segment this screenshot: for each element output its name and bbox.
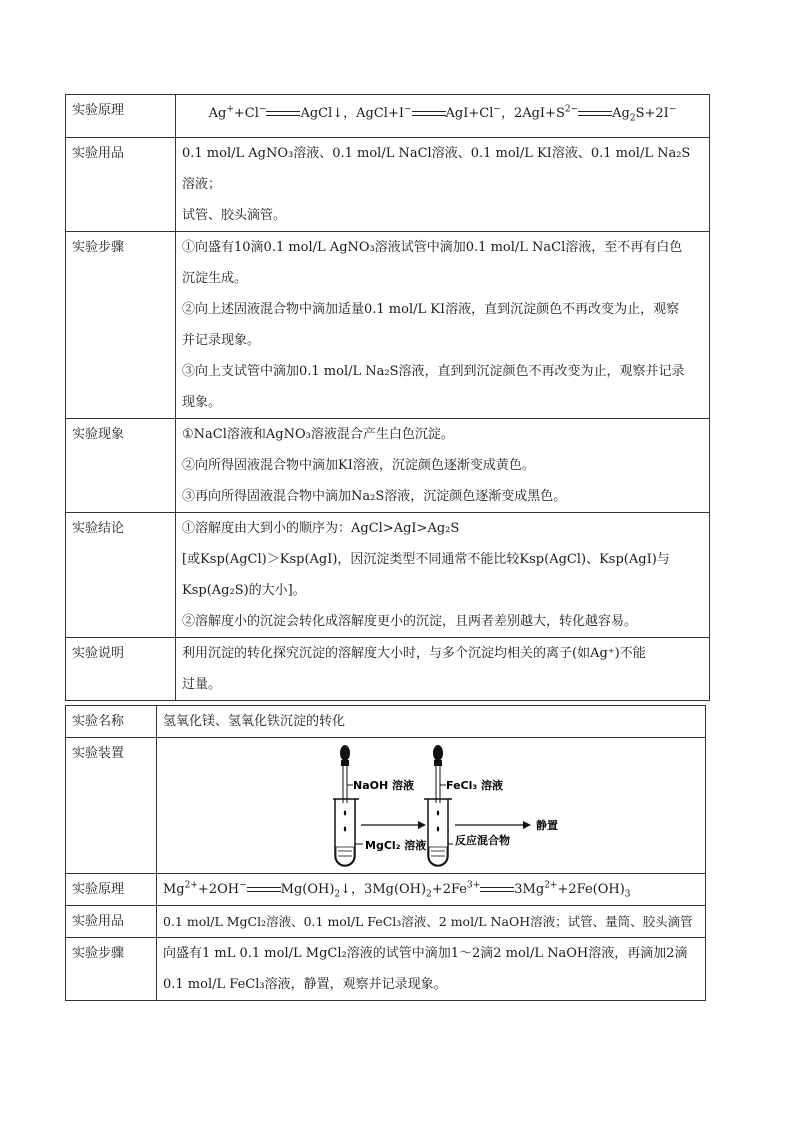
label-principle-2: 实验原理 xyxy=(66,874,157,906)
label-name: 实验名称 xyxy=(66,706,157,738)
label-stand: 静置 xyxy=(536,819,558,832)
apparatus-diagram xyxy=(333,741,633,873)
row-conclusion xyxy=(66,513,710,638)
label-apparatus: 实验装置 xyxy=(66,738,157,874)
label-mgcl2: MgCl₂ 溶液 xyxy=(365,839,427,852)
label-conclusion: 实验结论 xyxy=(66,513,176,638)
apparatus-cell xyxy=(157,738,706,874)
label-items-2: 实验用品 xyxy=(66,906,157,938)
label-notes: 实验说明 xyxy=(66,638,176,701)
dropper-right xyxy=(433,745,443,803)
notes-content: 利用沉淀的转化探究沉淀的溶解度大小时，与多个沉淀均相关的离子(如Ag⁺)不能 过量。 xyxy=(176,638,710,701)
row-notes xyxy=(66,638,710,701)
row-principle-2 xyxy=(66,874,706,906)
label-steps: 实验步骤 xyxy=(66,232,176,419)
label-items: 实验用品 xyxy=(66,138,176,232)
row-steps-2 xyxy=(66,938,706,1001)
label-principle: 实验原理 xyxy=(66,95,176,138)
label-mixture: 反应混合物 xyxy=(455,834,510,847)
label-fecl3: FeCl₃ 溶液 xyxy=(446,779,504,792)
test-tube-right xyxy=(424,799,452,866)
row-apparatus xyxy=(66,738,706,874)
name-content: 氢氧化镁、氢氧化铁沉淀的转化 xyxy=(157,706,706,738)
row-principle xyxy=(66,95,710,138)
row-name xyxy=(66,706,706,738)
label-naoh: NaOH 溶液 xyxy=(353,779,415,792)
experiment-table-1 xyxy=(65,94,710,701)
items-content: 0.1 mol/L AgNO₃溶液、0.1 mol/L NaCl溶液、0.1 mol/L KI溶液、0.1 mol/L Na₂S溶液； 试管、胶头滴管。 xyxy=(176,138,710,232)
experiment-table-2 xyxy=(65,705,706,1001)
test-tube-left xyxy=(333,799,359,866)
row-items xyxy=(66,138,710,232)
apparatus-figure xyxy=(163,738,699,873)
principle-equations: Ag++Cl− AgCl↓，AgCl+I− AgI+Cl−，$2AgI+S^{2-}$ $Ag_2S+2I^-$ xyxy=(176,95,710,138)
phenomena-content: ①NaCl溶液和AgNO₃溶液混合产生白色沉淀。 ②向所得固液混合物中滴加KI溶液，沉淀颜色逐渐变成黄色。 ③再向所得固液混合物中滴加Na₂S溶液，沉淀颜色逐渐变成黑色。 xyxy=(176,419,710,513)
row-steps xyxy=(66,232,710,419)
conclusion-content: ①溶解度由大到小的顺序为：AgCl>AgI>Ag₂S [或Ksp(AgCl)＞Ksp(AgI)，因沉淀类型不同通常不能比较Ksp(AgCl)、Ksp(AgI)与 Ksp(Ag₂S)的大小]。 ②溶解度小的沉淀会转化成溶解度更小的沉淀，且两者差别越大，转化越容易。 xyxy=(176,513,710,638)
label-phenomena: 实验现象 xyxy=(66,419,176,513)
steps2-content: 向盛有1 mL 0.1 mol/L MgCl₂溶液的试管中滴加1～2滴2 mol/L NaOH溶液，再滴加2滴 0.1 mol/L FeCl₃溶液，静置，观察并记录现象。 xyxy=(157,938,706,1001)
steps-content: ①向盛有10滴0.1 mol/L AgNO₃溶液试管中滴加0.1 mol/L NaCl溶液，至不再有白色 沉淀生成。 ②向上述固液混合物中滴加适量0.1 mol/L KI溶液，直到沉淀颜色不再改变为止，观察 并记录现象。 ③向上支试管中滴加0.1 mol/L Na₂S溶液，直到到沉淀颜色不再改变为止，观察并记录 现象。 xyxy=(176,232,710,419)
items2-content: 0.1 mol/L MgCl₂溶液、0.1 mol/L FeCl₃溶液、2 mol/L NaOH溶液；试管、量筒、胶头滴管 xyxy=(157,906,706,938)
principle2-equations: $Mg^{2+}+2OH^-$ $Mg(OH)_2↓$，$3Mg(OH)_2+2Fe^{3+}$ $3Mg^{2+}+2Fe(OH)_3$ xyxy=(157,874,706,906)
row-phenomena xyxy=(66,419,710,513)
dropper-left xyxy=(340,745,350,803)
row-items-2 xyxy=(66,906,706,938)
label-steps-2: 实验步骤 xyxy=(66,938,157,1001)
